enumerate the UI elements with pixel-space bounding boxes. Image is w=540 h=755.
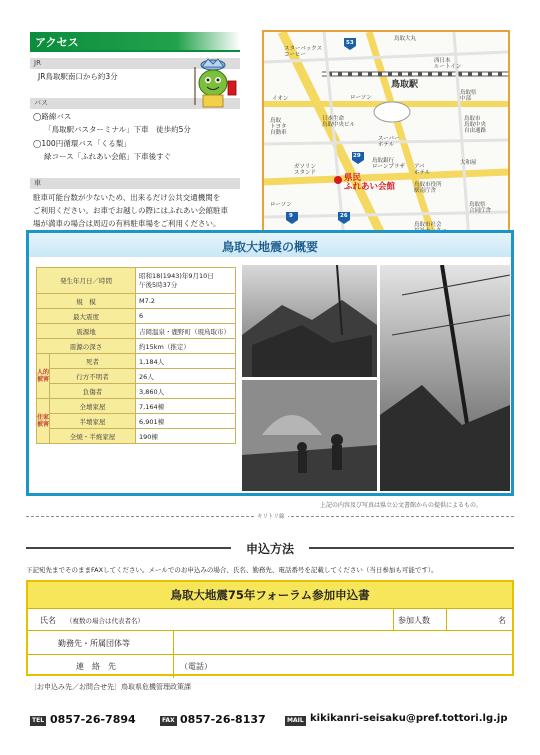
eq-row-value: 3,860人	[136, 384, 236, 399]
name-divider	[393, 608, 394, 630]
name-input[interactable]	[168, 609, 390, 629]
earthquake-summary-box	[26, 230, 514, 496]
map-route-29: 29	[353, 153, 361, 159]
eq-human-group: 人的被害	[37, 354, 50, 399]
fax-badge: FAX	[162, 717, 175, 724]
eq-row-label: 震源地	[37, 324, 136, 339]
eq-row-value: 昭和18(1943)年9月10日 午後5時37分	[136, 268, 236, 294]
bus-line-1: ◯路線バス	[33, 112, 72, 121]
map-label-lawson-2: ローソン	[270, 202, 292, 208]
eq-row-value: 6,901棟	[136, 414, 236, 429]
earthquake-title: 鳥取大地震の概要	[221, 240, 318, 254]
map-route-53: 53	[346, 40, 354, 46]
mail-badge: MAIL	[287, 717, 304, 724]
application-form	[26, 580, 514, 676]
eq-row-value: M7.2	[136, 294, 236, 309]
map-label-bank: 鳥取銀行 ローンプラザ	[372, 158, 405, 170]
bus-line-3: ◯100円循環バス「くる梨」	[33, 139, 131, 148]
map-label-gasoline: ガソリン スタンド	[294, 164, 317, 176]
cut-label: キリトリ線	[254, 512, 288, 520]
map-label-lawson-1: ローソン	[350, 95, 372, 101]
access-header	[30, 32, 240, 52]
map-label-apa: アパ ホテル	[414, 164, 431, 176]
map-label-daimaru: 鳥取大丸	[394, 36, 417, 42]
map-label-city-hall: 鳥取市役所 駅南庁舎	[414, 182, 442, 194]
map-route-9: 9	[289, 213, 293, 219]
count-input[interactable]	[448, 609, 494, 629]
map-label-station: 鳥取駅	[391, 80, 419, 90]
jr-subheading: JR	[30, 58, 240, 69]
eq-row-value: 1,184人	[136, 354, 236, 369]
eq-row-label: 全焼・半焼家屋	[50, 429, 136, 444]
application-intro: 下記宛先までそのままFAXしてください。メールでのお申込みの場合、氏名、勤務先、電話番号を記載してください（当日参加も可能です）。	[26, 566, 438, 574]
eq-row-label: 死者	[50, 354, 136, 369]
earthquake-title-bar	[29, 233, 511, 257]
access-map[interactable]	[262, 30, 510, 242]
application-banner	[26, 537, 514, 559]
eq-row-label: 震源の深さ	[37, 339, 136, 354]
map-label-aeon: イオン	[272, 96, 289, 102]
eq-row-label: 規 模	[37, 294, 136, 309]
org-input[interactable]	[176, 631, 510, 653]
eq-row-value: 7,164棟	[136, 399, 236, 414]
access-title: アクセス	[35, 36, 79, 49]
form-title: 鳥取大地震75年フォーラム参加申込書	[28, 582, 512, 608]
map-label-post: 鳥取県 合同庁舎	[469, 202, 492, 214]
eq-row-value: 6	[136, 309, 236, 324]
count-divider	[446, 608, 447, 630]
photo-credit: 上記の内容及び写真は県立公文書館からの提供によるもの。	[320, 502, 482, 509]
eq-row-label: 発生年月日／時間	[37, 268, 136, 294]
earthquake-photos	[242, 265, 510, 491]
car-line-1: 駐車可能台数が少ないため、出来るだけ公共交通機関を	[33, 193, 221, 202]
eq-row-label: 全壊家屋	[50, 399, 136, 414]
eq-row-label: 行方不明者	[50, 369, 136, 384]
phone-input[interactable]	[218, 655, 508, 675]
bus-line-4: 緑コース「ふれあい会館」下車後すぐ	[44, 152, 172, 161]
map-route-26: 26	[340, 213, 348, 219]
earthquake-table	[36, 267, 236, 444]
mail-address[interactable]: kikikanri-seisaku@pref.tottori.lg.jp	[310, 713, 508, 724]
eq-row-value: 約15km（推定）	[136, 339, 236, 354]
fax-number[interactable]: 0857-26-8137	[180, 713, 266, 726]
tel-number[interactable]: 0857-26-7894	[50, 713, 136, 726]
mascot-illustration	[186, 55, 240, 113]
map-label-karuchi: 鳥取市 鳥取中央 自由通路	[464, 116, 487, 134]
map-label-welfare: 鳥取市社会	[414, 222, 442, 228]
name-label: 氏名	[40, 616, 56, 625]
map-label-starbucks: スターバックス コーヒー	[284, 46, 323, 58]
map-label-toyota: 鳥取 トヨタ 自動車	[270, 118, 287, 136]
eq-row-label: 最大震度	[37, 309, 136, 324]
eq-row-value: 190棟	[136, 429, 236, 444]
car-subheading: 車	[30, 178, 240, 189]
bus-subheading: バス	[30, 98, 240, 109]
count-label: 参加人数	[398, 616, 430, 625]
bus-line-2: 「鳥取駅バスターミナル」下車 徒歩約5分	[44, 125, 191, 134]
jr-text: JR鳥取駅南口から約3分	[38, 72, 118, 81]
eq-row-label: 半壊家屋	[50, 414, 136, 429]
eq-row-value: 26人	[136, 369, 236, 384]
contact-heading: 〔お申込み先／お問合せ先〕鳥取県危機管理政策課	[30, 683, 191, 691]
map-label-nishinihon: 西日本 ルートイン	[434, 58, 462, 70]
map-label-kenmin: 県民 ふれあい会館	[344, 173, 396, 192]
car-line-2: ご利用ください。お車でお越しの際にはふれあい会館駐車	[33, 206, 228, 215]
org-label: 勤務先・所属団体等	[58, 639, 130, 648]
tel-badge: TEL	[32, 717, 45, 724]
map-label-daiwa: 大和屋	[460, 160, 477, 166]
car-line-3: 場が満車の場合は周辺の有料駐車場をご利用ください。	[33, 219, 221, 228]
application-title: 申込方法	[245, 542, 294, 556]
map-label-tomin: 鳥取県 中部	[460, 90, 477, 102]
name-note: （複数の場合は代表者名）	[66, 617, 144, 625]
phone-label: （電話）	[180, 662, 212, 671]
count-unit: 名	[498, 616, 506, 625]
eq-house-group: 住家被害	[37, 399, 50, 444]
contact-field-label: 連 絡 先	[76, 662, 116, 671]
map-label-nippon-life: 日本生命 鳥取中央ビル	[322, 116, 356, 128]
eq-row-value: 吉岡温泉・鹿野町（現鳥取市）	[136, 324, 236, 339]
map-label-super-hotel: スーパー ホテル	[378, 136, 400, 148]
eq-row-label: 負傷者	[50, 384, 136, 399]
